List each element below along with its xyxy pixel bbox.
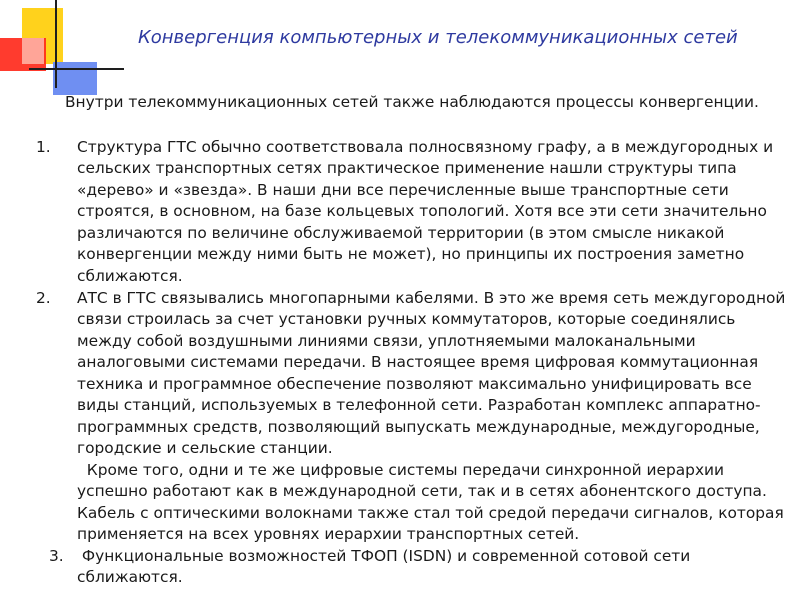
item-3-line-1: Функциональные возможностей ТФОП (ISDN) и современной сотовой сети <box>77 547 691 565</box>
decor-highlight-square <box>22 38 44 64</box>
item-1-line-1: Структура ГТС обычно соответствовала полносвязному графу, а в междугородных и <box>77 138 774 156</box>
decor-blue-square <box>53 62 97 95</box>
item-2-line-6: виды станций, используемых в телефонной сети. Разработан комплекс аппаратно- <box>77 396 761 414</box>
item-2-line-12: применяется на всех уровнях иерархии транспортных сетей. <box>77 525 580 543</box>
item-1-line-3: «дерево» и «звезда». В наши дни все перечисленные выше транспортные сети <box>77 181 729 199</box>
item-2-line-10: успешно работают как в международной сети, так и в сетях абонентского доступа. <box>77 482 767 500</box>
item-2-line-5: техника и программное обеспечение позволяют максимально унифицировать все <box>77 375 752 393</box>
item-1-line-6: конвергенции между ними быть не может), но принципы их построения заметно <box>77 245 745 263</box>
item-1-line-7: сближаются. <box>77 267 183 285</box>
item-2-line-8: городские и сельские станции. <box>77 439 333 457</box>
slide-title: Конвергенция компьютерных и телекоммуникационных сетей <box>138 27 738 48</box>
decor-vertical-line <box>55 0 57 88</box>
item-1-number: 1. <box>36 138 51 156</box>
item-2-line-3: между собой воздушными линиями связи, уплотняемыми малоканальными <box>77 332 696 350</box>
item-2-line-1: АТС в ГТС связывались многопарными кабелями. В это же время сеть междугородной <box>77 289 786 307</box>
intro-text: Внутри телекоммуникационных сетей также наблюдаются процессы конвергенции. <box>65 93 759 111</box>
item-3-line-2: сближаются. <box>77 568 183 586</box>
decor-horizontal-line <box>29 68 124 70</box>
item-2-line-7: программных средств, позволяющий выпускать международные, междугородные, <box>77 418 760 436</box>
item-2-line-2: связи строилась за счет установки ручных коммутаторов, которые соединялись <box>77 310 736 328</box>
item-2-number: 2. <box>36 289 51 307</box>
item-1-line-5: различаются по величине обслуживаемой территории (в этом смысле никакой <box>77 224 725 242</box>
item-2-line-4: аналоговыми системами передачи. В настоящее время цифровая коммутационная <box>77 353 759 371</box>
item-2-line-11: Кабель с оптическими волокнами также стал той средой передачи сигналов, которая <box>77 504 784 522</box>
item-1-line-2: сельских транспортных сетях практическое применение нашли структуры типа <box>77 159 737 177</box>
item-3-number: 3. <box>49 547 64 565</box>
item-2-line-9: Кроме того, одни и те же цифровые системы передачи синхронной иерархии <box>77 461 725 479</box>
item-1-line-4: строятся, в основном, на базе кольцевых топологий. Хотя все эти сети значительно <box>77 202 767 220</box>
